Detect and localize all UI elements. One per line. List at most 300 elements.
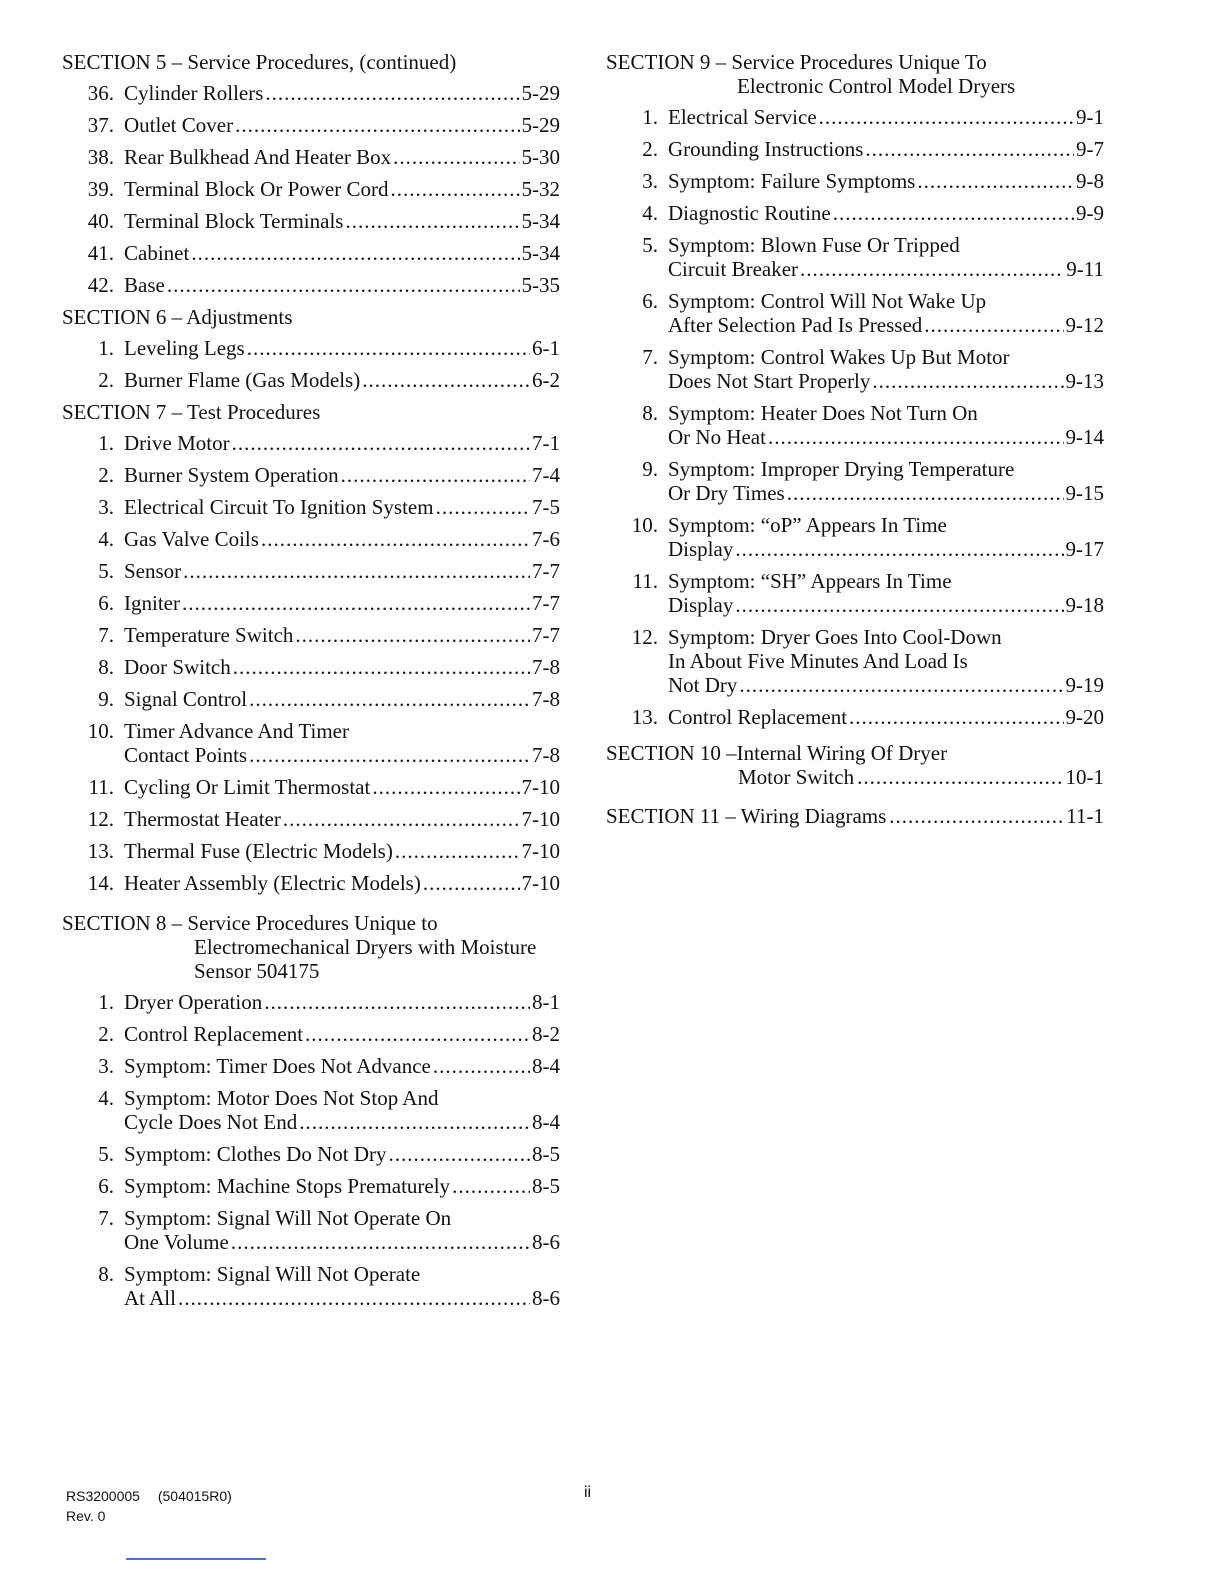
toc-entry-page: 9-8: [1076, 169, 1104, 193]
toc-entry-page: 5-35: [521, 273, 560, 297]
toc-entry-page: 7-10: [521, 839, 560, 863]
toc-entry-number: 3.: [98, 495, 114, 519]
toc-entry-page: 9-19: [1065, 673, 1104, 697]
toc-entry-body: [124, 1174, 560, 1198]
section-10-entry: [606, 765, 1104, 789]
toc-entry-page: 9-15: [1065, 481, 1104, 505]
toc-entry: [606, 105, 1104, 129]
toc-entry: [62, 1206, 560, 1254]
toc-entry-body: [668, 289, 1104, 337]
toc-entry-page: 7-8: [532, 687, 560, 711]
toc-entry: [62, 273, 560, 297]
toc-entry: [62, 431, 560, 455]
leader-dots: [264, 990, 530, 1014]
leader-dots: [341, 463, 530, 487]
toc-entry-title: Grounding Instructions: [668, 137, 864, 161]
toc-entry-number: 9.: [642, 457, 658, 481]
leader-dots: [423, 871, 520, 895]
toc-entry-body: [124, 113, 560, 137]
toc-entry: [62, 81, 560, 105]
toc-entry-body: [124, 527, 560, 551]
toc-entry: [606, 169, 1104, 193]
leader-dots: [735, 537, 1063, 561]
toc-entry-page: 7-8: [532, 743, 560, 767]
toc-entry-body: [124, 495, 560, 519]
toc-entry-page: 8-2: [532, 1022, 560, 1046]
toc-entry-title: Signal Control: [124, 687, 248, 711]
toc-entry-title: Cabinet: [124, 241, 190, 265]
leader-dots: [452, 1174, 530, 1198]
toc-entry-page: 7-8: [532, 655, 560, 679]
toc-entry-page: 8-6: [532, 1230, 560, 1254]
section-9-entries: [606, 105, 1104, 729]
toc-entry-body: [124, 145, 560, 169]
toc-entry-page: 7-10: [521, 775, 560, 799]
toc-entry-number: 8.: [642, 401, 658, 425]
leader-dots: [390, 177, 519, 201]
toc-entry-title: Cycle Does Not End: [124, 1110, 298, 1134]
toc-entry-page: 5-30: [521, 145, 560, 169]
toc-entry-page: 9-18: [1065, 593, 1104, 617]
leader-dots: [261, 527, 530, 551]
section-7-heading: SECTION 7 – Test Procedures: [62, 400, 321, 424]
toc-entry-line: [124, 81, 560, 105]
toc-entry: [62, 113, 560, 137]
toc-entry-body: [124, 1262, 560, 1310]
toc-entry-page: 7-7: [532, 591, 560, 615]
toc-entry-page: 9-1: [1076, 105, 1104, 129]
leader-dots: [265, 81, 519, 105]
leader-dots: [865, 137, 1074, 161]
toc-entry-line: [124, 241, 560, 265]
toc-entry-title: Igniter: [124, 591, 180, 615]
toc-entry-number: 1.: [642, 105, 658, 129]
document-code: RS3200005: [66, 1488, 140, 1504]
toc-entry-number: 7.: [642, 345, 658, 369]
toc-entry: [606, 289, 1104, 337]
page-footer: [66, 1486, 232, 1526]
toc-entry: [62, 623, 560, 647]
toc-entry-title: After Selection Pad Is Pressed: [668, 313, 923, 337]
toc-entry-number: 3.: [642, 169, 658, 193]
toc-entry-title-line: Timer Advance And Timer: [124, 719, 349, 743]
leader-dots: [889, 804, 1063, 828]
toc-entry-body: [124, 687, 560, 711]
toc-entry-title-line: Symptom: “SH” Appears In Time: [668, 569, 952, 593]
toc-entry-title: Outlet Cover: [124, 113, 234, 137]
toc-entry-number: 42.: [87, 273, 114, 297]
toc-entry-page: 7-7: [532, 559, 560, 583]
toc-entry-number: 1.: [98, 431, 114, 455]
toc-entry-line: [124, 655, 560, 679]
toc-entry: [62, 241, 560, 265]
toc-entry-number: 8.: [98, 655, 114, 679]
toc-entry-page: 8-4: [532, 1110, 560, 1134]
toc-entry: [62, 1262, 560, 1310]
toc-entry-title: Diagnostic Routine: [668, 201, 831, 225]
toc-entry-body: [124, 463, 560, 487]
toc-entry-title: Contact Points: [124, 743, 248, 767]
leader-dots: [833, 201, 1074, 225]
toc-entry-body: [668, 625, 1104, 697]
leader-dots: [857, 765, 1062, 789]
toc-entry: [62, 871, 560, 895]
toc-entry-line: [124, 1230, 560, 1254]
toc-entry-page: 7-7: [532, 623, 560, 647]
toc-entry-line: [668, 105, 1104, 129]
toc-entry-page: 9-11: [1066, 257, 1104, 281]
toc-entry-line: [124, 368, 560, 392]
section-8-title-line1: SECTION 8 – Service Procedures Unique to: [62, 911, 438, 935]
toc-entry: [62, 807, 560, 831]
toc-entry: [606, 233, 1104, 281]
toc-entry-title: Symptom: Clothes Do Not Dry: [124, 1142, 387, 1166]
toc-entry-body: [124, 241, 560, 265]
toc-entry-body: [668, 705, 1104, 729]
toc-entry: [606, 569, 1104, 617]
leader-dots: [372, 775, 519, 799]
toc-entry-line: [124, 177, 560, 201]
toc-entry-title: Sensor: [124, 559, 182, 583]
toc-entry: [62, 177, 560, 201]
toc-entry: [606, 401, 1104, 449]
toc-entry-body: [124, 655, 560, 679]
toc-entry-body: [668, 457, 1104, 505]
toc-entry-page: 5-34: [521, 241, 560, 265]
toc-entry-page: 7-4: [532, 463, 560, 487]
toc-entry-title: Terminal Block Or Power Cord: [124, 177, 389, 201]
leader-dots: [191, 241, 519, 265]
toc-entry-body: [124, 177, 560, 201]
toc-entry-title: Base: [124, 273, 165, 297]
toc-entry-number: 4.: [642, 201, 658, 225]
toc-entry-title: Display: [668, 537, 734, 561]
toc-entry-number: 7.: [98, 623, 114, 647]
toc-entry-body: [124, 368, 560, 392]
toc-entry-title: Burner Flame (Gas Models): [124, 368, 361, 392]
toc-entry-title: Display: [668, 593, 734, 617]
leader-dots: [393, 145, 519, 169]
toc-entry-page: 9-13: [1065, 369, 1104, 393]
leader-dots: [433, 1054, 530, 1078]
toc-entry-title: Cycling Or Limit Thermostat: [124, 775, 371, 799]
toc-entry-number: 5.: [98, 559, 114, 583]
toc-entry-number: 5.: [98, 1142, 114, 1166]
toc-entry-number: 11.: [88, 775, 114, 799]
toc-entry-title: Or Dry Times: [668, 481, 785, 505]
toc-entry-body: [668, 169, 1104, 193]
toc-entry-title-line: Symptom: “oP” Appears In Time: [668, 513, 947, 537]
leader-dots: [247, 336, 530, 360]
leader-dots: [917, 169, 1074, 193]
toc-entry-number: 9.: [98, 687, 114, 711]
page-number: ii: [584, 1484, 592, 1501]
toc-entry-line: [124, 1286, 560, 1310]
section-6-entries: [62, 336, 560, 392]
toc-right-column: [606, 50, 1104, 828]
toc-entry-line: [124, 775, 560, 799]
toc-entry-page: 5-32: [521, 177, 560, 201]
toc-entry-title: Temperature Switch: [124, 623, 294, 647]
section-10-heading: SECTION 10 –Internal Wiring Of Dryer: [606, 741, 948, 765]
toc-entry-body: [124, 807, 560, 831]
leader-dots: [768, 425, 1064, 449]
toc-entry-page: 5-29: [521, 81, 560, 105]
toc-entry-body: [668, 345, 1104, 393]
toc-entry-line: [124, 839, 560, 863]
toc-entry-line: [124, 113, 560, 137]
toc-entry-number: 38.: [87, 145, 114, 169]
leader-dots: [787, 481, 1064, 505]
leader-dots: [819, 105, 1074, 129]
toc-entry-line: [124, 591, 560, 615]
section-8-title-line2: Electromechanical Dryers with Moisture: [194, 935, 537, 959]
toc-entry: [62, 495, 560, 519]
toc-entry-title: Electrical Circuit To Ignition System: [124, 495, 434, 519]
toc-entry-page: 9-14: [1065, 425, 1104, 449]
toc-entry-line: [668, 313, 1104, 337]
toc-entry-line: [668, 369, 1104, 393]
toc-entry-page: 7-10: [521, 807, 560, 831]
toc-entry: [62, 719, 560, 767]
toc-entry-body: [124, 1142, 560, 1166]
toc-entry-line: [668, 425, 1104, 449]
toc-entry-number: 2.: [98, 368, 114, 392]
toc-entry-number: 39.: [87, 177, 114, 201]
toc-entry-title: Gas Valve Coils: [124, 527, 259, 551]
toc-entry-body: [124, 81, 560, 105]
toc-entry-title-line: Symptom: Control Will Not Wake Up: [668, 289, 987, 313]
toc-entry-line: [668, 169, 1104, 193]
leader-dots: [232, 431, 530, 455]
toc-entry-body: [124, 209, 560, 233]
toc-entry-line: [124, 209, 560, 233]
toc-entry: [62, 1054, 560, 1078]
leader-dots: [362, 368, 530, 392]
toc-entry-line: [124, 1142, 560, 1166]
toc-entry-title: Symptom: Timer Does Not Advance: [124, 1054, 431, 1078]
toc-entry-body: [668, 401, 1104, 449]
toc-entry-line: [124, 1022, 560, 1046]
toc-entry: [606, 201, 1104, 225]
toc-entry-page: 8-5: [532, 1174, 560, 1198]
section-8-title-line3: Sensor 504175: [194, 959, 320, 983]
toc-entry: [62, 559, 560, 583]
toc-entry-title: Thermal Fuse (Electric Models): [124, 839, 393, 863]
toc-entry: [62, 1086, 560, 1134]
toc-entry: [606, 457, 1104, 505]
toc-entry-page: 8-5: [532, 1142, 560, 1166]
toc-entry-title: Drive Motor: [124, 431, 230, 455]
toc-entry-page: 9-17: [1065, 537, 1104, 561]
toc-entry-number: 1.: [98, 336, 114, 360]
section-8-entries: [62, 990, 560, 1310]
toc-entry-body: [124, 719, 560, 767]
toc-entry-number: 4.: [98, 527, 114, 551]
toc-entry-title: Control Replacement: [668, 705, 848, 729]
toc-entry: [62, 591, 560, 615]
toc-entry-line: [124, 559, 560, 583]
toc-entry: [606, 705, 1104, 729]
leader-dots: [924, 313, 1063, 337]
toc-entry-page: 9-7: [1076, 137, 1104, 161]
leader-dots: [872, 369, 1063, 393]
toc-entry-page: 7-1: [532, 431, 560, 455]
toc-entry-number: 5.: [642, 233, 658, 257]
toc-entry-title-line: Symptom: Control Wakes Up But Motor: [668, 345, 1010, 369]
toc-entry: [606, 345, 1104, 393]
leader-dots: [395, 839, 520, 863]
toc-entry-page: 9-9: [1076, 201, 1104, 225]
section-11-page: 11-1: [1066, 804, 1104, 828]
toc-entry-line: [124, 273, 560, 297]
section-7-entries: [62, 431, 560, 895]
toc-entry-title: Symptom: Failure Symptoms: [668, 169, 916, 193]
leader-dots: [800, 257, 1064, 281]
leader-dots: [233, 655, 530, 679]
toc-entry-line: [124, 807, 560, 831]
toc-entry-body: [124, 1022, 560, 1046]
toc-entry-number: 8.: [98, 1262, 114, 1286]
toc-entry-body: [124, 431, 560, 455]
toc-entry-line: [668, 137, 1104, 161]
leader-dots: [305, 1022, 530, 1046]
toc-entry: [62, 209, 560, 233]
toc-entry-line: [124, 145, 560, 169]
toc-entry-body: [124, 591, 560, 615]
toc-entry-body: [124, 1206, 560, 1254]
toc-entry-number: 6.: [642, 289, 658, 313]
leader-dots: [345, 209, 519, 233]
toc-entry-number: 12.: [87, 807, 114, 831]
toc-entry-body: [668, 137, 1104, 161]
leader-dots: [183, 559, 530, 583]
section-5-heading: SECTION 5 – Service Procedures, (continued): [62, 50, 457, 74]
toc-entry-title: Circuit Breaker: [668, 257, 799, 281]
section-5-entries: [62, 81, 560, 297]
toc-entry-title: Burner System Operation: [124, 463, 339, 487]
toc-entry-body: [124, 990, 560, 1014]
toc-entry-title: Symptom: Machine Stops Prematurely: [124, 1174, 451, 1198]
toc-entry-body: [124, 623, 560, 647]
toc-entry-page: 9-20: [1065, 705, 1104, 729]
toc-entry-title: Cylinder Rollers: [124, 81, 264, 105]
toc-entry-page: 7-5: [532, 495, 560, 519]
leader-dots: [299, 1110, 530, 1134]
toc-entry: [62, 775, 560, 799]
toc-entry-body: [124, 336, 560, 360]
toc-entry: [62, 990, 560, 1014]
toc-entry-title: Rear Bulkhead And Heater Box: [124, 145, 392, 169]
toc-entry-title: Electrical Service: [668, 105, 817, 129]
toc-entry-line: [124, 463, 560, 487]
toc-entry-number: 10.: [631, 513, 658, 537]
toc-entry-line: [668, 201, 1104, 225]
toc-entry: [62, 1174, 560, 1198]
toc-entry-number: 10.: [87, 719, 114, 743]
toc-entry-body: [124, 559, 560, 583]
toc-entry-number: 1.: [98, 990, 114, 1014]
toc-entry-title-line: Symptom: Improper Drying Temperature: [668, 457, 1015, 481]
toc-entry-body: [668, 569, 1104, 617]
toc-entry-title: One Volume: [124, 1230, 229, 1254]
toc-entry: [62, 655, 560, 679]
toc-entry-number: 40.: [87, 209, 114, 233]
toc-entry-number: 7.: [98, 1206, 114, 1230]
section-11-entry: [606, 804, 1104, 828]
toc-entry-page: 7-6: [532, 527, 560, 551]
toc-entry: [606, 625, 1104, 697]
toc-entry-title: Leveling Legs: [124, 336, 245, 360]
toc-entry: [62, 839, 560, 863]
toc-entry-number: 37.: [87, 113, 114, 137]
toc-entry-title: Door Switch: [124, 655, 231, 679]
toc-entry-page: 7-10: [521, 871, 560, 895]
toc-entry: [62, 368, 560, 392]
leader-dots: [849, 705, 1063, 729]
toc-entry-body: [124, 1086, 560, 1134]
toc-entry-number: 41.: [87, 241, 114, 265]
toc-entry-page: 9-12: [1065, 313, 1104, 337]
toc-entry: [62, 1142, 560, 1166]
toc-entry-line: [124, 623, 560, 647]
toc-entry-number: 3.: [98, 1054, 114, 1078]
leader-dots: [739, 673, 1063, 697]
section-9-title-line1: SECTION 9 – Service Procedures Unique To: [606, 50, 987, 74]
leader-dots: [389, 1142, 530, 1166]
toc-entry-body: [668, 513, 1104, 561]
toc-entry-body: [668, 201, 1104, 225]
toc-entry-number: 2.: [98, 463, 114, 487]
toc-entry-title-line: Symptom: Signal Will Not Operate On: [124, 1206, 452, 1230]
toc-entry-number: 12.: [631, 625, 658, 649]
toc-entry-line: [668, 705, 1104, 729]
leader-dots: [182, 591, 530, 615]
toc-entry-title: Not Dry: [668, 673, 738, 697]
toc-entry-line: [668, 673, 1104, 697]
toc-entry-title: Control Replacement: [124, 1022, 304, 1046]
toc-entry: [606, 137, 1104, 161]
toc-entry-body: [124, 1054, 560, 1078]
toc-entry-title: At All: [124, 1286, 176, 1310]
toc-entry: [62, 687, 560, 711]
toc-entry-page: 6-2: [532, 368, 560, 392]
toc-entry-title-line: Symptom: Motor Does Not Stop And: [124, 1086, 439, 1110]
toc-entry-number: 11.: [632, 569, 658, 593]
toc-entry-title: Dryer Operation: [124, 990, 263, 1014]
revision-label: Rev. 0: [66, 1508, 106, 1524]
toc-entry-title-line: Symptom: Heater Does Not Turn On: [668, 401, 978, 425]
toc-left-column: [62, 50, 560, 1318]
toc-entry-number: 13.: [631, 705, 658, 729]
toc-entry-line: [124, 990, 560, 1014]
toc-entry-title: Terminal Block Terminals: [124, 209, 344, 233]
section-11-heading: SECTION 11 – Wiring Diagrams: [606, 804, 887, 828]
toc-entry-line: [124, 1054, 560, 1078]
leader-dots: [167, 273, 520, 297]
toc-entry-line: [124, 336, 560, 360]
toc-entry-line: [124, 527, 560, 551]
toc-entry-line: [668, 481, 1104, 505]
toc-entry-line: [124, 687, 560, 711]
toc-entry-title-line: Symptom: Signal Will Not Operate: [124, 1262, 421, 1286]
toc-entry-line: [124, 743, 560, 767]
leader-dots: [283, 807, 520, 831]
toc-entry-body: [124, 273, 560, 297]
toc-entry-title: Heater Assembly (Electric Models): [124, 871, 421, 895]
section-10-entry-text: Motor Switch: [738, 765, 855, 789]
toc-entry-page: 8-4: [532, 1054, 560, 1078]
